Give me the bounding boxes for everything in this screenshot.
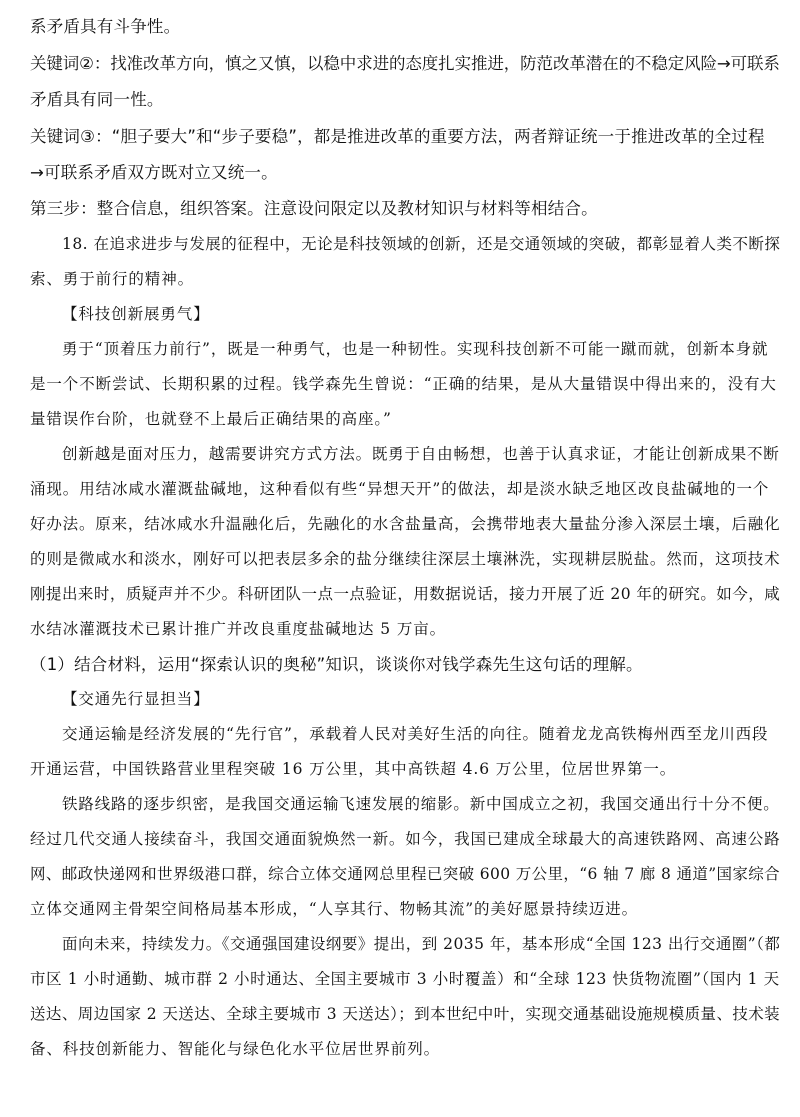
material-paragraph-line: 刚提出来时，质疑声并不少。科研团队一点一点验证，用数据说话，接力开展了近 20 年的研究。如今，咸	[30, 585, 781, 603]
material-paragraph-line: 勇于“顶着压力前行”，既是一种勇气，也是一种韧性。实现科技创新不可能一蹴而就，创新本身就	[62, 340, 769, 358]
material-paragraph-line: 是一个不断尝试、长期积累的过程。钱学森先生曾说：“正确的结果，是从大量错误中得出来的，没有大	[30, 375, 777, 393]
step-3-instruction: 第三步：整合信息，组织答案。注意设问限定以及教材知识与材料等相结合。	[30, 199, 598, 218]
material-paragraph-line: 涌现。用结冰咸水灌溉盐碱地，这种看似有些“异想天开”的做法，却是淡水缺乏地区改良盐碱地的一个	[30, 480, 770, 498]
material-paragraph-line: 面向未来，持续发力。《交通强国建设纲要》提出，到 2035 年，基本形成“全国 123 出行交通圈”（都	[62, 935, 781, 953]
material-paragraph-line: 的则是微咸水和淡水，刚好可以把表层多余的盐分继续往深层土壤淋洗，实现耕层脱盐。然而，这项技术	[30, 550, 781, 568]
material-paragraph-line: 市区 1 小时通勤、城市群 2 小时通达、全国主要城市 3 小时覆盖）和“全球 123 快货物流圈”（国内 1 天	[30, 970, 780, 988]
keyword-2-line: 矛盾具有同一性。	[30, 90, 164, 109]
material-paragraph-line: 创新越是面对压力，越需要讲究方式方法。既勇于自由畅想，也善于认真求证，才能让创新成果不断	[62, 445, 780, 463]
material-paragraph-line: 交通运输是经济发展的“先行官”，承载着人民对美好生活的向往。随着龙龙高铁梅州西至龙川西段	[62, 725, 769, 743]
material-paragraph-line: 量错误作台阶，也就登不上最后正确结果的高座。”	[30, 410, 392, 428]
material-paragraph-line: 备、科技创新能力、智能化与绿色化水平位居世界前列。	[30, 1040, 441, 1058]
section-title-transport: 【交通先行显担当】	[62, 690, 210, 708]
material-paragraph-line: 网、邮政快递网和世界级港口群，综合立体交通网总里程已突破 600 万公里，“6 轴 7 廊 8 通道”国家综合	[30, 865, 781, 883]
material-paragraph-line: 送达、周边国家 2 天送达、全球主要城市 3 天送达）；到本世纪中叶，实现交通基础设施规模质量、技术装	[30, 1005, 781, 1023]
material-paragraph-line: 立体交通网主骨架空间格局基本形成，“人享其行、物畅其流”的美好愿景持续迈进。	[30, 900, 639, 918]
material-paragraph-line: 经过几代交通人接续奋斗，我国交通面貌焕然一新。如今，我国已建成全球最大的高速铁路网、高速公路	[30, 830, 781, 848]
material-paragraph-line: 水结冰灌溉技术已累计推广并改良重度盐碱地达 5 万亩。	[30, 620, 447, 638]
material-paragraph-line: 好办法。原来，结冰咸水升温融化后，先融化的水含盐量高，会携带地表大量盐分渗入深层土壤，后融化	[30, 515, 781, 533]
keyword-3-line: →可联系矛盾双方既对立又统一。	[30, 163, 278, 182]
keyword-3-line: 关键词③：“胆子要大”和“步子要稳”，都是推进改革的重要方法，两者辩证统一于推进改革的全过程	[30, 127, 765, 146]
sub-question-1: （1）结合材料，运用“探索认识的奥秘”知识，谈谈你对钱学森先生这句话的理解。	[30, 655, 643, 674]
question-18-intro: 18. 在追求进步与发展的征程中，无论是科技领域的创新，还是交通领域的突破，都彰显着人类不断探	[62, 235, 781, 253]
question-18-intro: 索、勇于前行的精神。	[30, 270, 195, 288]
material-paragraph-line: 铁路线路的逐步织密，是我国交通运输飞速发展的缩影。新中国成立之初，我国交通出行十分不便。	[62, 795, 780, 813]
keyword-2-line: 关键词②：找准改革方向，慎之又慎，以稳中求进的态度扎实推进，防范改革潜在的不稳定风险→可联系	[30, 54, 780, 73]
analysis-line: 系矛盾具有斗争性。	[30, 17, 181, 36]
section-title-tech-innovation: 【科技创新展勇气】	[62, 305, 210, 323]
material-paragraph-line: 开通运营，中国铁路营业里程突破 16 万公里，其中高铁超 4.6 万公里，位居世界第一。	[30, 760, 677, 778]
